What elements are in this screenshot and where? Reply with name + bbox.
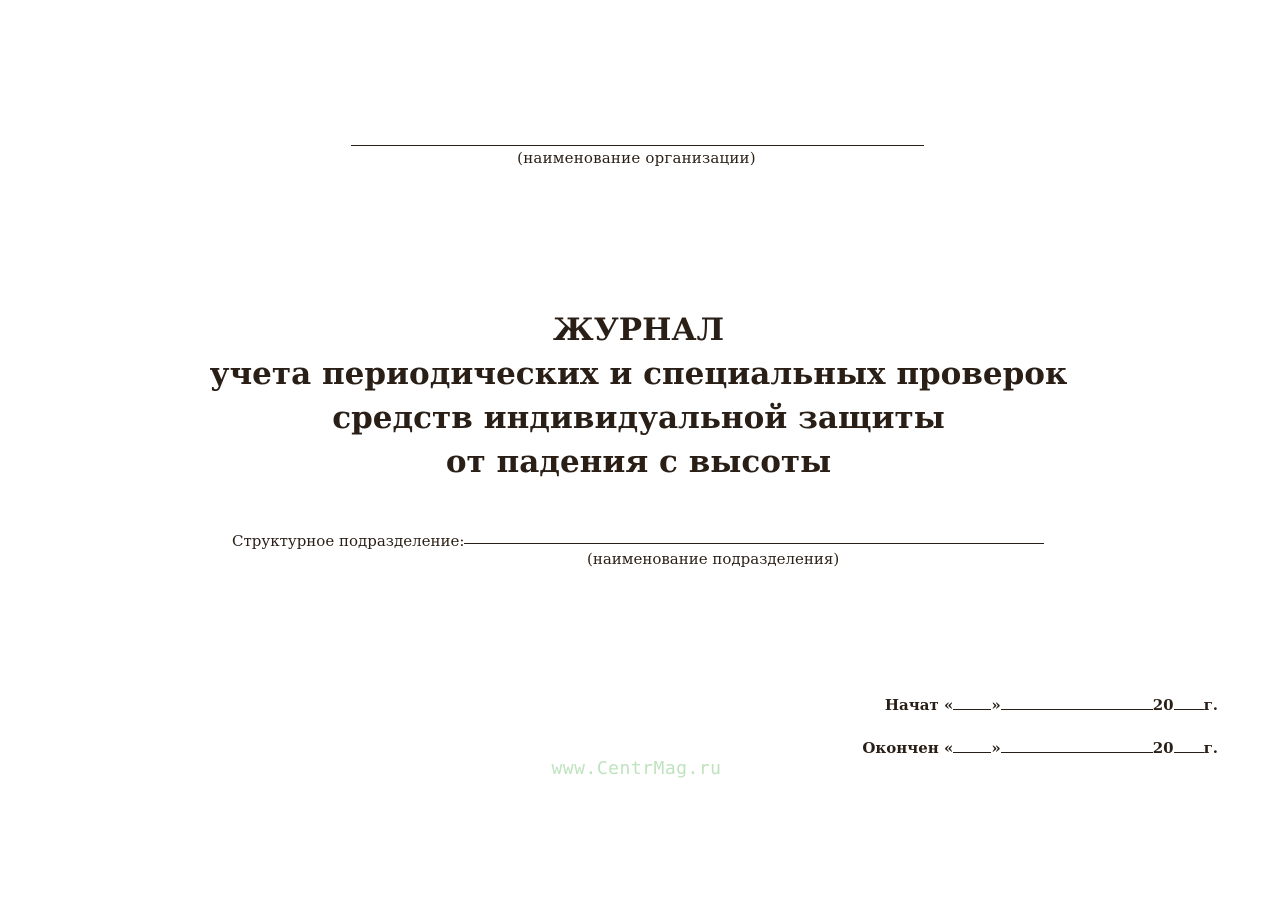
start-month-blank [1001, 708, 1153, 710]
subdivision-row [232, 528, 1044, 550]
start-date-label: Начат « [884, 696, 954, 714]
organization-caption: (наименование организации) [517, 149, 756, 167]
journal-title [0, 308, 1273, 484]
title-line-4: от падения с высоты [445, 444, 832, 480]
subdivision-caption: (наименование подразделения) [587, 550, 840, 568]
subdivision-name-line [464, 542, 1044, 544]
end-year-prefix: 20 [1152, 739, 1174, 757]
organization-name-line [351, 145, 924, 146]
start-year-blank [1174, 708, 1204, 710]
start-date-row [885, 694, 1218, 714]
start-day-blank [953, 708, 991, 710]
title-line-1: ЖУРНАЛ [552, 312, 725, 348]
title-line-2: учета периодических и специальных проверок [209, 356, 1068, 392]
site-watermark: www.CentrMag.ru [551, 758, 722, 779]
end-date-label: Окончен « [862, 739, 954, 757]
start-year-prefix: 20 [1152, 696, 1174, 714]
start-quote-close: » [991, 696, 1001, 714]
end-date-row [862, 737, 1218, 757]
subdivision-label: Структурное подразделение: [232, 532, 465, 550]
end-quote-close: » [991, 739, 1001, 757]
end-year-suffix: г. [1203, 739, 1218, 757]
start-year-suffix: г. [1203, 696, 1218, 714]
end-year-blank [1174, 751, 1204, 753]
end-day-blank [953, 751, 991, 753]
title-line-3: средств индивидуальной защиты [332, 400, 945, 436]
end-month-blank [1001, 751, 1153, 753]
